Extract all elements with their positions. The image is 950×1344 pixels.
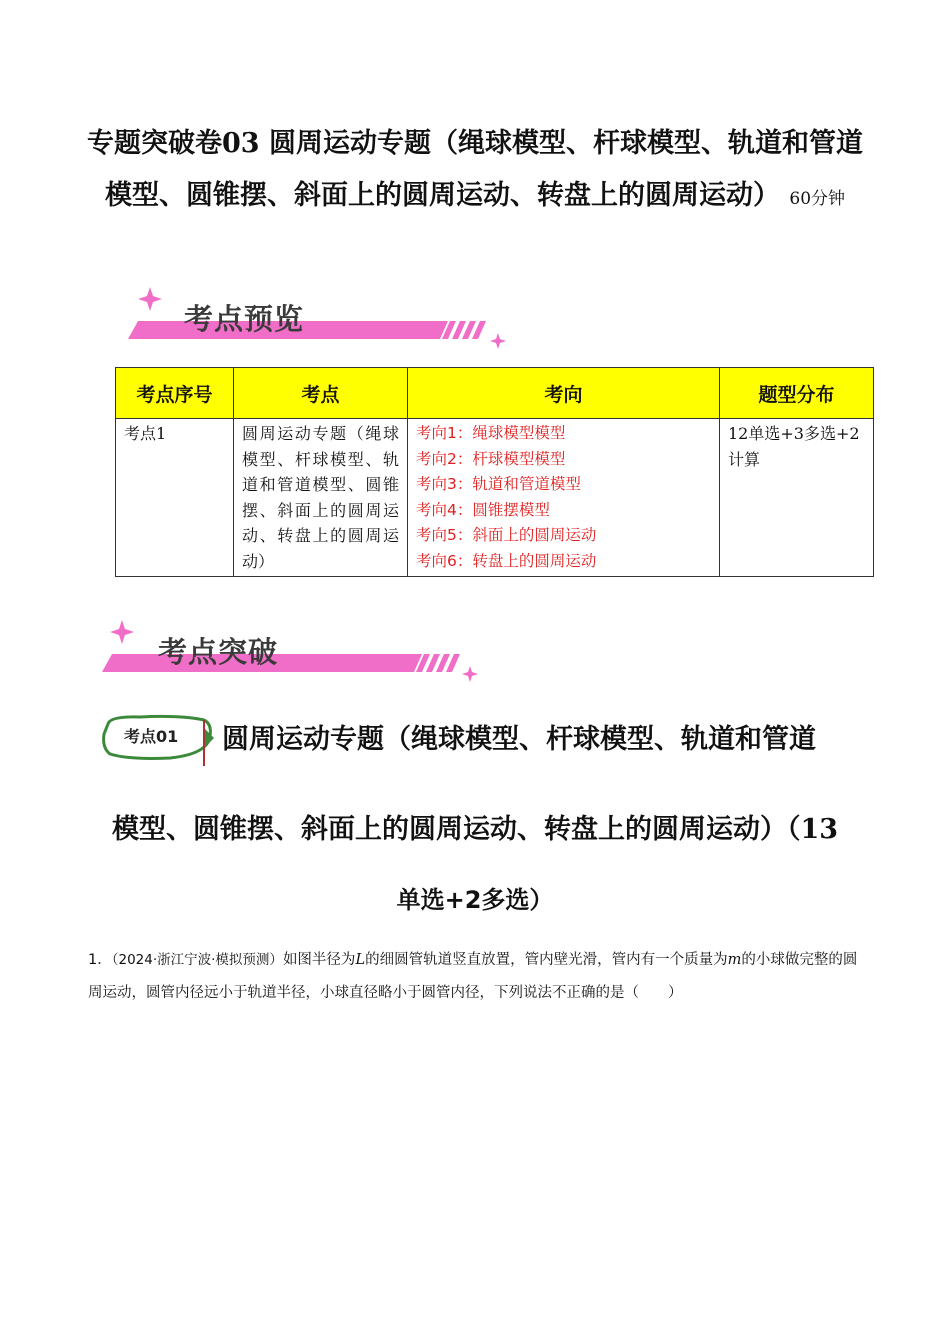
preview-banner <box>118 283 518 351</box>
cell-topic: 圆周运动专题（绳球模型、杆球模型、轨道和管道模型、圆锥摆、斜面上的圆周运动、转盘上的圆周运动） <box>234 419 408 577</box>
sparkle-icon <box>110 620 134 644</box>
header-index: 考点序号 <box>116 368 234 419</box>
header-direction: 考向 <box>408 368 720 419</box>
preview-banner-label: 考点预览 <box>184 302 305 336</box>
duration-text: 60分钟 <box>789 189 846 209</box>
sparkle-icon <box>462 666 478 682</box>
heading-line: 模型、圆锥摆、斜面上的圆周运动、转盘上的圆周运动）（13 <box>111 814 839 845</box>
cell-directions <box>408 419 720 577</box>
title-text: 专题突破卷03 圆周运动专题（绳球模型、杆球模型、轨道和管道模型、圆锥摆、斜面上的圆周运动、转盘上的圆周运动） <box>87 128 863 211</box>
direction-item: 考向5：斜面上的圆周运动 <box>416 526 597 544</box>
breakthrough-banner-label: 考点突破 <box>158 635 279 669</box>
banner-stripe-graphic <box>118 283 518 351</box>
section-badge <box>100 714 216 770</box>
question-text: 的小球做完整的圆周运动，圆管内径远小于轨道半径，小球直径略小于圆管内径，下列说法不正确的是（ ） <box>88 952 858 1001</box>
sparkle-icon <box>490 333 506 349</box>
table-row <box>116 419 874 577</box>
question-number: 1． <box>88 952 112 968</box>
heading-line: 单选+2多选） <box>396 886 554 914</box>
direction-item: 考向4：圆锥摆模型 <box>416 500 550 519</box>
breakthrough-banner <box>92 618 492 686</box>
variable-m: m <box>727 952 742 968</box>
cell-index: 考点1 <box>116 419 234 577</box>
table-header-row <box>116 368 874 419</box>
document-title <box>80 118 870 225</box>
overview-table <box>115 367 874 577</box>
direction-item: 考向3：轨道和管道模型 <box>416 475 581 493</box>
header-distribution: 题型分布 <box>720 368 874 419</box>
question-source: （2024·浙江宁波·模拟预测） <box>111 952 283 968</box>
header-topic: 考点 <box>234 368 408 419</box>
variable-L: L <box>355 952 366 968</box>
direction-item: 考向2：杆球模型模型 <box>416 449 566 468</box>
question-text: 的细圆管轨道竖直放置，管内壁光滑，管内有一个质量为 <box>365 952 728 968</box>
cell-distribution: 12单选+3多选+2计算 <box>720 419 874 577</box>
question-1 <box>88 944 860 1010</box>
heading-line: 圆周运动专题（绳球模型、杆球模型、轨道和管道 <box>222 724 816 755</box>
direction-item: 考向6：转盘上的圆周运动 <box>416 551 597 570</box>
banner-stripe-graphic <box>92 618 492 686</box>
badge-label: 考点01 <box>124 727 179 746</box>
question-text: 如图半径为 <box>282 952 356 968</box>
sparkle-icon <box>138 287 162 311</box>
direction-item: 考向1：绳球模型模型 <box>416 424 566 442</box>
